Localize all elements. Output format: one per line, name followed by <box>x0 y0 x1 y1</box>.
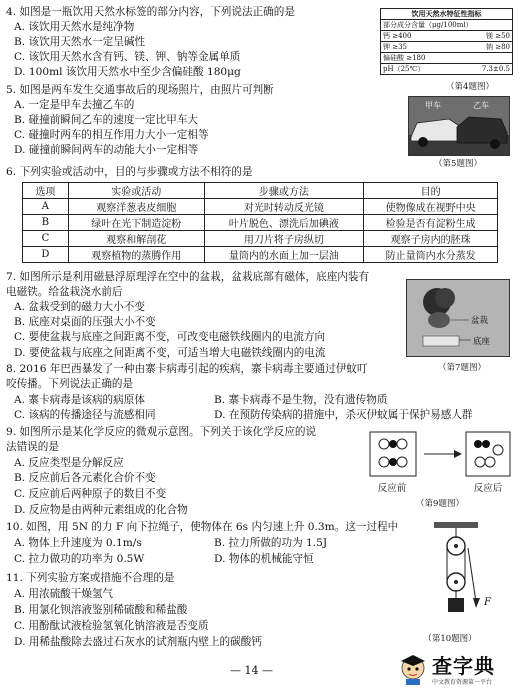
q9-option-a: A. 反应类型是分解反应 <box>14 457 124 469</box>
q6-stem: 6. 下列实验或活动中，目的与步骤或方法不相符的是 <box>6 166 253 178</box>
car-a-label: 甲车 <box>425 101 441 110</box>
q4-caption: （第4题图） <box>446 82 494 92</box>
q5-stem: 5. 如图是两车发生交通事故后的现场照片，由照片可判断 <box>6 84 274 96</box>
q10-option-b: B. 拉力所做的功为 1.5J <box>214 537 328 549</box>
q4-option-c: C. 该饮用天然水含有钙、镁、钾、钠等金属单质 <box>14 51 241 63</box>
base-label: 底座 <box>473 337 491 347</box>
q8-stem-line2: 咬传播。下列说法正确的是 <box>6 378 134 390</box>
logo-subtext: 中文教育资源第一平台 <box>432 679 493 686</box>
table-row: A 观察洋葱表皮细胞 对光时转动反光镜 使物像成在视野中央 <box>23 199 498 215</box>
water-label-header: 部分成分含量（μg/100ml） <box>381 19 512 30</box>
water-label-row2: 钾 ≥35 钠 ≥80 <box>383 43 510 51</box>
car-crash-illustration <box>409 97 509 155</box>
q6-table <box>22 182 498 263</box>
q9-option-d: D. 反应物是由两种元素组成的化合物 <box>14 504 188 516</box>
pull-rope <box>468 548 476 602</box>
q5-option-a: A. 一定是甲车去撞乙车的 <box>14 99 135 111</box>
q4-option-d: D. 100ml 该饮用天然水中至少含偏硅酸 180μg <box>14 66 241 78</box>
page-number: — 14 — <box>230 664 273 677</box>
reactant-molecules <box>379 439 407 467</box>
site-logo <box>398 650 516 688</box>
q10-caption: （第10题图） <box>423 634 477 644</box>
maglev-plant-photo <box>406 279 510 357</box>
pulley-diagram <box>430 520 502 628</box>
q7-option-b: B. 底座对桌面的压强大小不变 <box>14 316 156 328</box>
pot-label: 盆栽 <box>471 316 489 326</box>
q5-option-c: C. 碰撞时两车的相互作用力大小一定相等 <box>14 129 209 141</box>
q7-option-a: A. 盆栽受到的磁力大小不变 <box>14 301 145 313</box>
q8-option-c: C. 该病的传播途径与流感相同 <box>14 409 156 421</box>
q8-stem-line1: 8. 2016 年巴西暴发了一种由寨卡病毒引起的疾病，寨卡病毒主要通过伊蚊叮 <box>6 363 368 375</box>
q7-option-c: C. 要使盆栽与底座之间距离不变，可改变电磁铁线圈内的电流方向 <box>14 331 326 343</box>
q11-option-a: A. 用浓硫酸干燥氢气 <box>14 588 114 600</box>
q7-caption: （第7题图） <box>438 363 486 373</box>
q5-caption: （第5题图） <box>434 159 482 169</box>
q10-stem: 10. 如图，用 5N 的力 F 向下拉绳子，使物体在 6s 内匀速上升 0.3m。这一过程中 <box>6 521 399 533</box>
before-label: 反应前 <box>377 483 407 494</box>
q4-option-a: A. 该饮用天然水是纯净物 <box>14 21 135 33</box>
q5-option-b: B. 碰撞前瞬间乙车的速度一定比甲车大 <box>14 114 199 126</box>
q11-option-d: D. 用稀盐酸除去盛过石灰水的试剂瓶内壁上的碳酸钙 <box>14 636 262 648</box>
car-b-label: 乙车 <box>473 101 489 110</box>
ceiling <box>434 522 478 528</box>
maglev-plant-illustration <box>407 280 509 356</box>
before-box <box>370 432 416 476</box>
table-row: D 观察植物的蒸腾作用 量筒内的水面上加一层油 防止量筒内水分蒸发 <box>23 247 498 263</box>
water-label-row3: 偏硅酸 ≥180 <box>381 52 512 63</box>
water-label-row4: pH（25℃） 7.3±0.5 <box>383 65 510 73</box>
water-label-table <box>380 8 513 75</box>
weight-block <box>448 598 464 612</box>
logo-text: 查字典 <box>432 654 495 678</box>
q10-option-c: C. 拉力做功的功率为 0.5W <box>14 553 145 565</box>
q9-stem-line2: 法错误的是 <box>6 441 59 453</box>
q11-option-c: C. 用酚酞试液检验氢氧化钠溶液是否变质 <box>14 620 209 632</box>
q8-option-b: B. 寨卡病毒不是生物，没有遗传物质 <box>214 394 388 406</box>
q9-stem-line1: 9. 如图所示是某化学反应的微观示意图。下列关于该化学反应的说 <box>6 426 317 438</box>
after-box <box>466 432 510 476</box>
table-row: C 观察和解剖花 用刀片将子房纵切 观察子房内的胚珠 <box>23 231 498 247</box>
force-label: F <box>484 597 491 608</box>
q10-option-a: A. 物体上升速度为 0.1m/s <box>14 537 142 549</box>
q8-option-a: A. 寨卡病毒是该病的病原体 <box>14 394 145 406</box>
q7-stem-line1: 7. 如图所示是利用磁悬浮原理浮在空中的盆栽，盆栽底部有磁体，底座内装有 <box>6 271 370 283</box>
force-arrow <box>473 598 480 608</box>
q9-caption: （第9题图） <box>416 499 464 509</box>
q4-option-b: B. 该饮用天然水一定呈碱性 <box>14 36 146 48</box>
mascot-icon <box>398 652 428 686</box>
table-row: B 绿叶在光下制造淀粉 叶片脱色、漂洗后加碘液 检验是否有淀粉生成 <box>23 215 498 231</box>
q9-option-b: B. 反应前后各元素化合价不变 <box>14 472 156 484</box>
water-label-row1: 钙 ≥400 镁 ≥50 <box>383 32 510 40</box>
q9-option-c: C. 反应前后两种原子的数目不变 <box>14 488 167 500</box>
water-label-title: 饮用天然水特征性指标 <box>411 9 482 18</box>
q7-stem-line2: 电磁铁。给盆栽浇水前后 <box>6 286 123 298</box>
car-crash-photo <box>408 96 510 156</box>
q5-option-d: D. 碰撞前瞬间两车的动能大小一定相等 <box>14 144 199 156</box>
q11-stem: 11. 下列实验方案或措施不合理的是 <box>6 572 175 584</box>
q7-option-d: D. 要使盆栽与底座之间距离不变，可适当增大电磁铁线圈内的电流 <box>14 347 326 359</box>
q11-option-b: B. 用氯化钡溶液鉴别稀硫酸和稀盐酸 <box>14 604 188 616</box>
q10-option-d: D. 物体的机械能守恒 <box>214 553 314 565</box>
q8-option-d: D. 在预防传染病的措施中，杀灭伊蚊属于保护易感人群 <box>214 409 473 421</box>
q6-table-header: 选项 实验或活动 步骤或方法 目的 <box>23 183 498 199</box>
q4-stem: 4. 如图是一瓶饮用天然水标签的部分内容，下列说法正确的是 <box>6 6 295 18</box>
arrow-head <box>454 450 462 458</box>
after-label: 反应后 <box>473 483 503 494</box>
product-molecules <box>474 440 503 467</box>
